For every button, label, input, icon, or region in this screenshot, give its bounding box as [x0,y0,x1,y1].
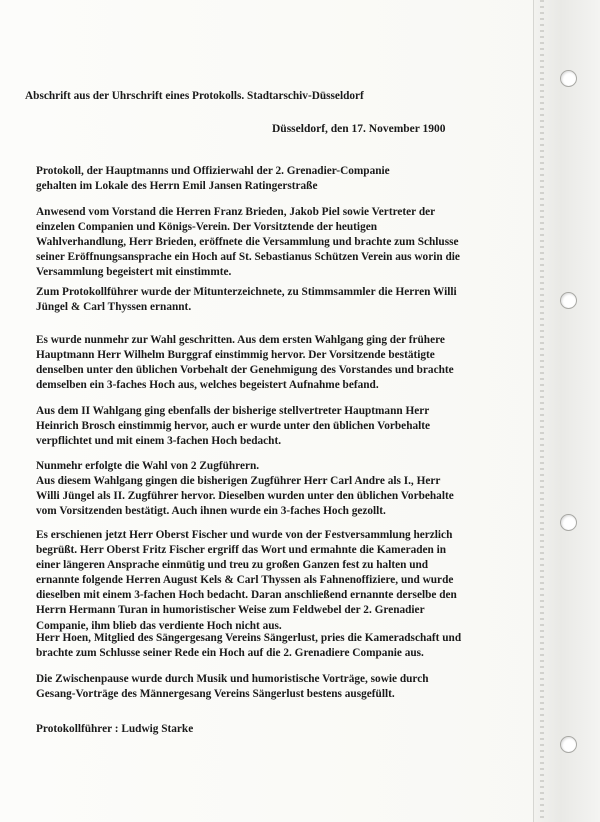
document-header: Abschrift aus der Uhrschrift eines Protokolls. Stadtarschiv-Düsseldorf [25,90,364,102]
punch-hole [560,736,577,753]
punch-hole [560,514,577,531]
sheet-protector-edge [533,0,600,822]
sleeve-perforation [540,0,544,822]
paragraph-attendance: Anwesend vom Vorstand die Herren Franz Brieden, Jakob Piel sowie Vertreter der einzelen Companien und Königs-Verein. Der Vorsitztende der heutigen Wahlverhandlung, Herr Brieden, eröffnete die Versammlung und brachte zum Schlusse seiner Eröffnungsansprache ein Hoch auf St. Sebastianus Schützen Verein aus worin die Versammlung begeistert mit einstimmte. [36,206,460,279]
punch-hole [560,70,577,87]
paragraph-intermission: Die Zwischenpause wurde durch Musik und humoristische Vorträge, sowie durch Gesang-Vorträge des Männergesang Vereins Sängerlust bestens ausgefüllt. [36,673,429,701]
paragraph-colonel: Es erschienen jetzt Herr Oberst Fischer und wurde von der Festversammlung herzlich begrüßt. Herr Oberst Fritz Fischer ergriff das Wort und ermahnte die Kameraden in einer längeren Ansprache einmütig und treu zu großen Ganzen fest zu halten und ernannte folgende Herren August Kels & Carl Thyssen als Fahnenoffiziere, und wurde dieselben mit einem 3-fachen Hoch bedacht. Daran anschließend ernannte derselbe den Herrn Hermann Turan in humoristischer Weise zum Feldwebel der 2. Grenadier Companie, ihm blieb das verdiente Hoch nicht aus. [36,529,457,632]
paragraph-recorder: Zum Protokollführer wurde der Mitunterzeichnete, zu Stimmsammler die Herren Willi Jüngel & Carl Thyssen ernannt. [36,286,457,314]
punch-hole [560,292,577,309]
paragraph-hoen: Herr Hoen, Mitglied des Sängergesang Vereins Sängerlust, pries die Kameradschaft und brachte zum Schlusse seiner Rede ein Hoch auf die 2. Grenadiere Companie aus. [36,632,462,660]
paragraph-first-vote: Es wurde nunmehr zur Wahl geschritten. Aus dem ersten Wahlgang ging der frühere Hauptmann Herr Wilhelm Burggraf einstimmig hervor. Der Vorsitzende bestätigte denselben unter den üblichen Vorbehalt der Genehmigung des Vorstandes und brachte demselben ein 3-faches Hoch aus, welches begeistert Aufnahme befand. [36,334,454,392]
paragraph-title: Protokoll, der Hauptmanns und Offizierwahl der 2. Grenadier-Companie gehalten im Lokale des Herrn Emil Jansen Ratingerstraße [36,165,390,193]
signature-line: Protokollführer : Ludwig Starke [36,723,194,735]
date-line: Düsseldorf, den 17. November 1900 [272,123,446,135]
paragraph-second-vote: Aus dem II Wahlgang ging ebenfalls der bisherige stellvertreter Hauptmann Herr Heinrich Brosch einstimmig hervor, auch er wurde unter den üblichen Vorbehalte verpflichtet und mit einem 3-fachen Hoch bedacht. [36,405,431,448]
paragraph-platoon-leaders: Nunmehr erfolgte die Wahl von 2 Zugführern. Aus diesem Wahlgang gingen die bisherigen Zugführer Herr Carl Andre als I., Herr Willi Jüngel als II. Zugführer hervor. Dieselben wurden unter den üblichen Vorbehalte vom Vorsitzenden bestätigt. Auch ihnen wurde ein 3-faches Hoch gezollt. [36,460,454,518]
